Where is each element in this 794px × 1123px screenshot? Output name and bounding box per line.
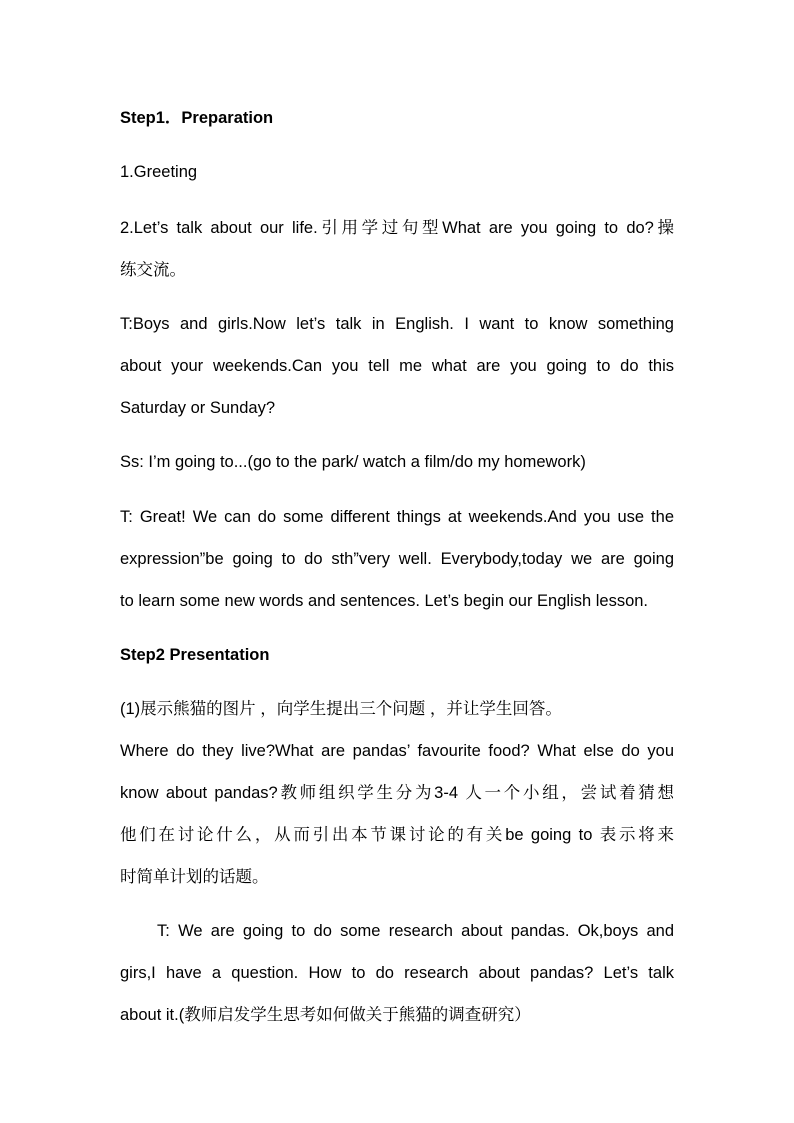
presentation-line-5: 时简单计划的话题。 (120, 868, 269, 886)
presentation-line-3: know about pandas?教师组织学生分为3-4 人一个小组，尝试着猜想 (120, 784, 674, 802)
teacher-line-1b: about your weekends.Can you tell me what are you going to do this (120, 357, 674, 375)
teacher-line-2a: T: Great! We can do some different things at weekends.And you use the (120, 508, 674, 526)
talk-line-1: 2.Let’s talk about our life.引用学过句型What are you going to do?操 (120, 219, 674, 237)
teacher-line-3a: T: We are going to do some research about pandas. Ok,boys and (157, 922, 674, 940)
students-line: Ss: I’m going to...(go to the park/ watch a film/do my homework) (120, 453, 586, 471)
talk-line-2: 练交流。 (120, 261, 186, 279)
presentation-line-2: Where do they live?What are pandas’ favourite food? What else do you (120, 742, 674, 760)
teacher-line-2c: to learn some new words and sentences. Let’s begin our English lesson. (120, 592, 649, 610)
teacher-line-1a: T:Boys and girls.Now let’s talk in English. I want to know something (120, 315, 674, 333)
teacher-line-1c: Saturday or Sunday? (120, 399, 276, 417)
greeting-line: 1.Greeting (120, 163, 198, 181)
step2-heading: Step2 Presentation (120, 646, 270, 664)
teacher-line-3c: about it.(教师启发学生思考如何做关于熊猫的调查研究） (120, 1006, 531, 1024)
presentation-line-4: 他们在讨论什么，从而引出本节课讨论的有关be going to 表示将来 (120, 826, 674, 844)
step1-heading: Step1．Preparation (120, 109, 274, 127)
presentation-line-1: (1)展示熊猫的图片 ，向学生提出三个问题 ，并让学生回答。 (120, 700, 562, 718)
teacher-line-2b: expression”be going to do sth”very well. Everybody,today we are going (120, 550, 674, 568)
teacher-line-3b: girs,I have a question. How to do research about pandas? Let’s talk (120, 964, 674, 982)
